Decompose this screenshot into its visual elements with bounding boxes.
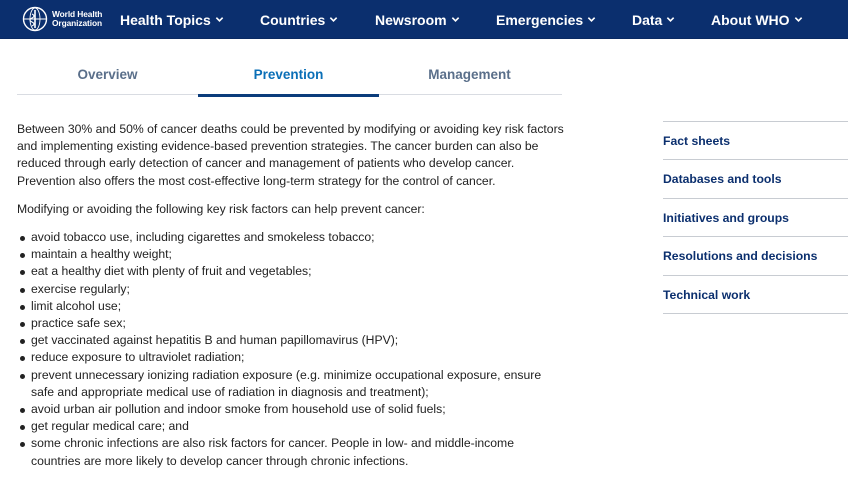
risk-factors-intro: Modifying or avoiding the following key risk factors can help prevent cancer:	[17, 201, 425, 216]
logo-line-1: World Health	[52, 9, 103, 19]
chevron-down-icon	[451, 15, 460, 24]
nav-label: Emergencies	[496, 11, 584, 28]
who-logo[interactable]	[22, 6, 102, 32]
list-item: exercise regularly;	[17, 281, 565, 298]
list-item: practice safe sex;	[17, 315, 565, 332]
content-tabs	[17, 54, 562, 95]
nav-newsroom[interactable]	[375, 0, 460, 39]
list-item: get regular medical care; and	[17, 418, 565, 435]
list-item: eat a healthy diet with plenty of fruit and vegetables;	[17, 263, 565, 280]
nav-label: Health Topics	[120, 11, 211, 28]
list-item: get vaccinated against hepatitis B and human papillomavirus (HPV);	[17, 332, 565, 349]
chevron-down-icon	[329, 15, 338, 24]
nav-label: Countries	[260, 11, 326, 28]
chevron-down-icon	[666, 15, 675, 24]
nav-emergencies[interactable]	[496, 0, 596, 39]
prevention-content	[17, 121, 565, 470]
related-links-sidebar	[663, 121, 848, 314]
sidebar-link-fact-sheets[interactable]: Fact sheets	[663, 122, 848, 160]
nav-label: Newsroom	[375, 11, 447, 28]
list-item: some chronic infections are also risk factors for cancer. People in low- and middle-income countries are more likely to develop cancer through chronic infections.	[17, 435, 565, 469]
chevron-down-icon	[794, 15, 803, 24]
logo-line-2: Organization	[52, 18, 102, 28]
sidebar-link-technical-work[interactable]: Technical work	[663, 276, 848, 314]
intro-paragraph: Between 30% and 50% of cancer deaths could be prevented by modifying or avoiding key risk factors and implementing existing evidence-based prevention strategies. The cancer burden can also be reduced through early detection of cancer and management of patients who develop cancer. Prevention also offers the most cost-effective long-term strategy for the control of cancer.	[17, 122, 564, 188]
list-item: avoid urban air pollution and indoor smoke from household use of solid fuels;	[17, 401, 565, 418]
tab-prevention[interactable]: Prevention	[198, 54, 379, 95]
nav-about-who[interactable]	[711, 0, 803, 39]
sidebar-link-databases-and-tools[interactable]: Databases and tools	[663, 160, 848, 198]
sidebar-link-resolutions-and-decisions[interactable]: Resolutions and decisions	[663, 237, 848, 275]
tab-management[interactable]: Management	[428, 67, 511, 82]
list-item: reduce exposure to ultraviolet radiation;	[17, 349, 565, 366]
list-item: prevent unnecessary ionizing radiation exposure (e.g. minimize occupational exposure, ensure safe and appropriate medical use of radiation in diagnosis and treatment);	[17, 367, 565, 401]
nav-label: Data	[632, 11, 663, 28]
tab-overview[interactable]: Overview	[77, 67, 138, 82]
chevron-down-icon	[587, 15, 596, 24]
list-item: avoid tobacco use, including cigarettes and smokeless tobacco;	[17, 229, 565, 246]
nav-countries[interactable]	[260, 0, 338, 39]
who-emblem-icon	[22, 6, 48, 32]
risk-factors-list	[17, 229, 565, 470]
nav-data[interactable]	[632, 0, 675, 39]
list-item: limit alcohol use;	[17, 298, 565, 315]
nav-health-topics[interactable]	[120, 0, 224, 39]
nav-label: About WHO	[711, 11, 790, 28]
chevron-down-icon	[215, 15, 224, 24]
logo-text	[52, 10, 102, 28]
sidebar-link-initiatives-and-groups[interactable]: Initiatives and groups	[663, 199, 848, 237]
top-navigation-bar	[0, 0, 848, 39]
list-item: maintain a healthy weight;	[17, 246, 565, 263]
